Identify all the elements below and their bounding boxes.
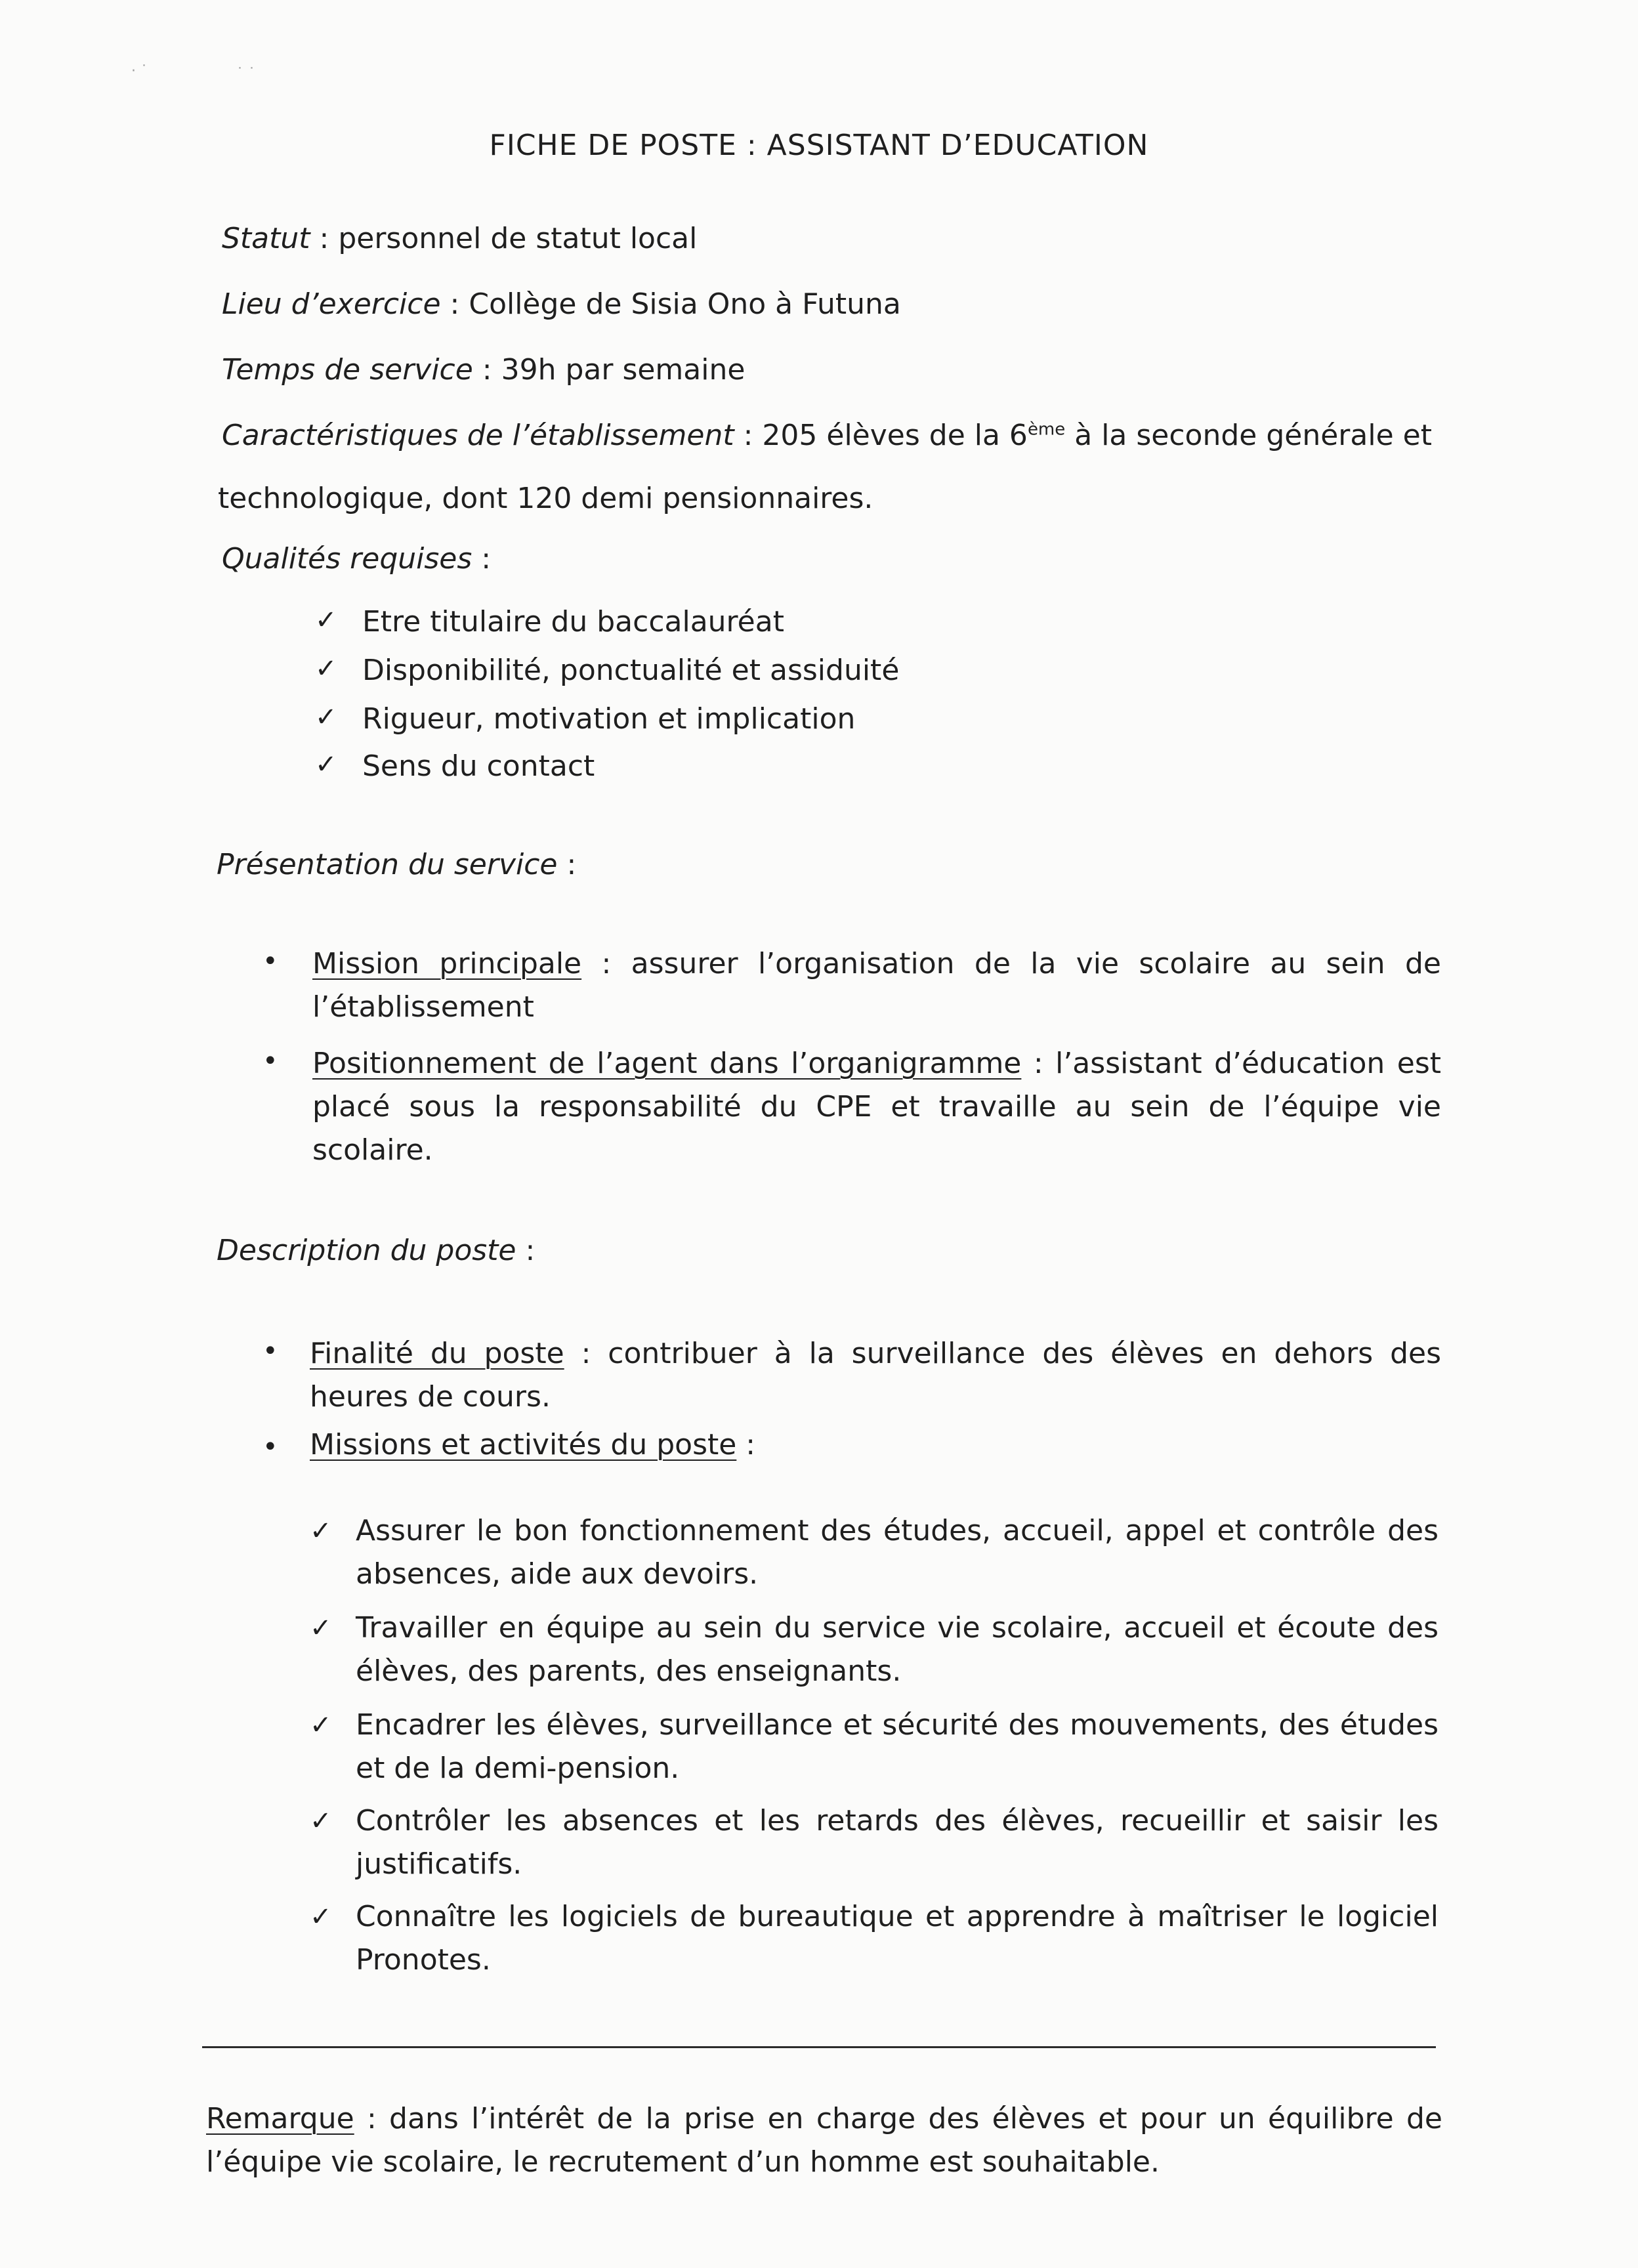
check-icon: ✓: [310, 1613, 332, 1643]
check-icon: ✓: [315, 749, 337, 780]
check-icon: ✓: [315, 702, 337, 732]
mission-label: Mission principale: [312, 947, 582, 980]
presentation-heading: Présentation du service: [217, 848, 558, 881]
check-icon: ✓: [315, 654, 337, 684]
qualite-item: Sens du contact: [362, 749, 595, 783]
check-icon: ✓: [315, 605, 337, 635]
statut-label: Statut: [222, 222, 310, 255]
temps-line: [222, 353, 745, 387]
presentation-heading-line: [217, 848, 576, 881]
qualites-heading-line: [222, 542, 491, 576]
check-icon: ✓: [310, 1516, 332, 1546]
finalite-paragraph: [310, 1332, 1441, 1419]
finalite-text: : contribuer à la surveillance des élèves en dehors des heures de cours.: [310, 1337, 1441, 1414]
description-colon: :: [516, 1234, 536, 1267]
mission-text: : assurer l’organisation de la vie scolaire au sein de l’établissement: [312, 947, 1441, 1024]
missions-label: Missions et activités du poste: [310, 1428, 737, 1461]
description-heading-line: [217, 1234, 535, 1267]
qualite-item: Rigueur, motivation et implication: [362, 702, 856, 736]
check-icon: ✓: [310, 1806, 332, 1836]
scan-artifact: · ˙: [131, 63, 148, 79]
remarque-label: Remarque: [206, 2102, 354, 2135]
mission-item: Contrôler les absences et les retards des élèves, recueillir et saisir les justificatifs.: [356, 1804, 1438, 1881]
finalite-label: Finalité du poste: [310, 1337, 564, 1370]
caracteristiques-value: : 205 élèves de la 6: [734, 419, 1028, 452]
qualites-colon: :: [472, 542, 492, 576]
statut-value: : personnel de statut local: [310, 222, 698, 255]
description-heading: Description du poste: [217, 1234, 516, 1267]
positionnement-text: : l’assistant d’éducation est placé sous la responsabilité du CPE et travaille au sein de l’équipe vie scolaire.: [312, 1047, 1441, 1167]
mission-item: Connaître les logiciels de bureautique et apprendre à maîtriser le logiciel Pronotes.: [356, 1900, 1438, 1977]
check-icon: ✓: [310, 1710, 332, 1740]
positionnement-label: Positionnement de l’agent dans l’organigramme: [312, 1047, 1022, 1080]
temps-value: : 39h par semaine: [472, 353, 746, 387]
caracteristiques-line: [222, 419, 1432, 452]
bullet-icon: •: [262, 1432, 278, 1462]
missions-heading-line: [310, 1428, 755, 1461]
scan-artifact: ˙ ˙: [236, 66, 255, 82]
mission-item: Travailler en équipe au sein du service vie scolaire, accueil et écoute des élèves, des parents, des enseignants.: [356, 1611, 1438, 1688]
superscript-eme: ème: [1027, 419, 1066, 440]
lieu-line: [222, 287, 901, 321]
mission-item: Encadrer les élèves, surveillance et sécurité des mouvements, des études et de la demi-pension.: [356, 1708, 1438, 1785]
mission-item: Assurer le bon fonctionnement des études, accueil, appel et contrôle des absences, aide aux devoirs.: [356, 1514, 1438, 1591]
caracteristiques-value-cont: à la seconde générale et: [1065, 419, 1432, 452]
statut-line: [222, 222, 697, 255]
remarque-paragraph: [206, 2097, 1442, 2184]
mission-paragraph: [312, 942, 1441, 1029]
bullet-icon: •: [262, 1046, 278, 1076]
lieu-value: : Collège de Sisia Ono à Futuna: [440, 287, 901, 321]
presentation-colon: :: [557, 848, 577, 881]
caracteristiques-line-2: technologique, dont 120 demi pensionnaires.: [218, 482, 873, 515]
missions-colon: :: [736, 1428, 756, 1461]
remarque-text: : dans l’intérêt de la prise en charge des élèves et pour un équilibre de l’équipe vie scolaire, le recrutement d’un homme est souhaitable.: [206, 2102, 1442, 2179]
temps-label: Temps de service: [222, 353, 473, 387]
qualites-heading: Qualités requises: [222, 542, 472, 576]
bullet-icon: •: [262, 1336, 278, 1366]
qualite-item: Disponibilité, ponctualité et assiduité: [362, 654, 900, 687]
caracteristiques-label: Caractéristiques de l’établissement: [222, 419, 734, 452]
qualite-item: Etre titulaire du baccalauréat: [362, 605, 784, 639]
positionnement-paragraph: [312, 1042, 1441, 1172]
page-title: FICHE DE POSTE : ASSISTANT D’EDUCATION: [489, 129, 1149, 162]
bullet-icon: •: [262, 946, 278, 976]
horizontal-divider: [202, 2046, 1436, 2048]
check-icon: ✓: [310, 1902, 332, 1932]
lieu-label: Lieu d’exercice: [222, 287, 441, 321]
